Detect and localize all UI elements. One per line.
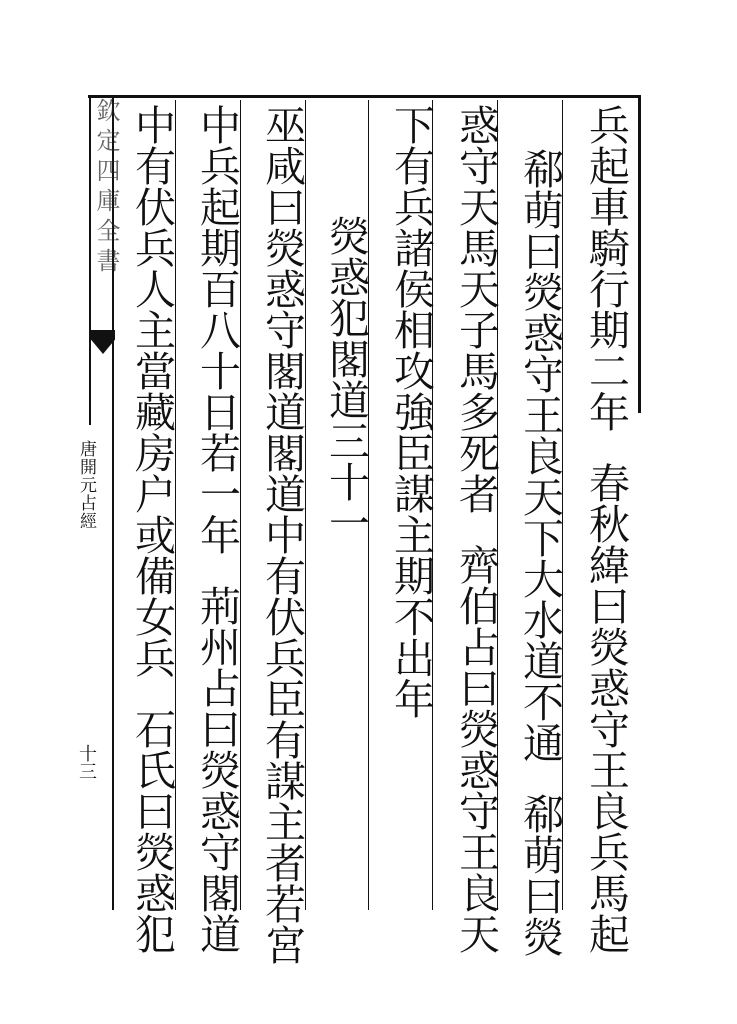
book-title: 唐開元占經 xyxy=(76,440,96,530)
text-segment: 中有伏兵人主當藏房户或備女兵 xyxy=(128,104,176,678)
text-column-7 xyxy=(191,104,243,954)
text-segment: 郗萌曰熒 xyxy=(516,793,564,957)
text-segment: 巫咸曰熒惑守閣道閣道中有伏兵臣有謀主者若宮 xyxy=(258,104,306,965)
text-segment: 齊伯占曰熒惑守王良天 xyxy=(452,544,500,954)
text-column-8 xyxy=(126,104,178,954)
text-column-4 xyxy=(385,104,437,719)
frame-outer-left-rule xyxy=(89,95,91,425)
text-column-3 xyxy=(450,104,502,954)
text-column-6 xyxy=(256,104,308,965)
text-segment: 熒惑犯閣道三十一 xyxy=(322,215,370,543)
text-column-2 xyxy=(514,148,566,957)
text-segment: 惑守天馬天子馬多死者 xyxy=(452,104,500,514)
section-heading xyxy=(320,215,372,543)
text-segment: 郗萌曰熒惑守王良天下大水道不通 xyxy=(516,148,564,763)
text-segment: 下有兵諸侯相攻強臣謀主期不出年 xyxy=(387,104,435,719)
text-segment: 中兵起期百八十日若一年 xyxy=(193,104,241,555)
text-segment: 荊州占曰熒惑守閣道 xyxy=(193,585,241,954)
text-segment: 春秋緯曰熒惑守王良兵馬起 xyxy=(582,462,630,954)
text-segment: 兵起車騎行期二年 xyxy=(582,104,630,432)
frame-top-rule xyxy=(88,95,640,98)
text-column-1 xyxy=(580,104,632,954)
frame-right-rule xyxy=(638,95,641,413)
text-segment: 石氏曰熒惑犯 xyxy=(128,708,176,954)
page-number: 十三 xyxy=(76,744,97,780)
library-mark: 欽定四庫全書 xyxy=(92,98,120,278)
